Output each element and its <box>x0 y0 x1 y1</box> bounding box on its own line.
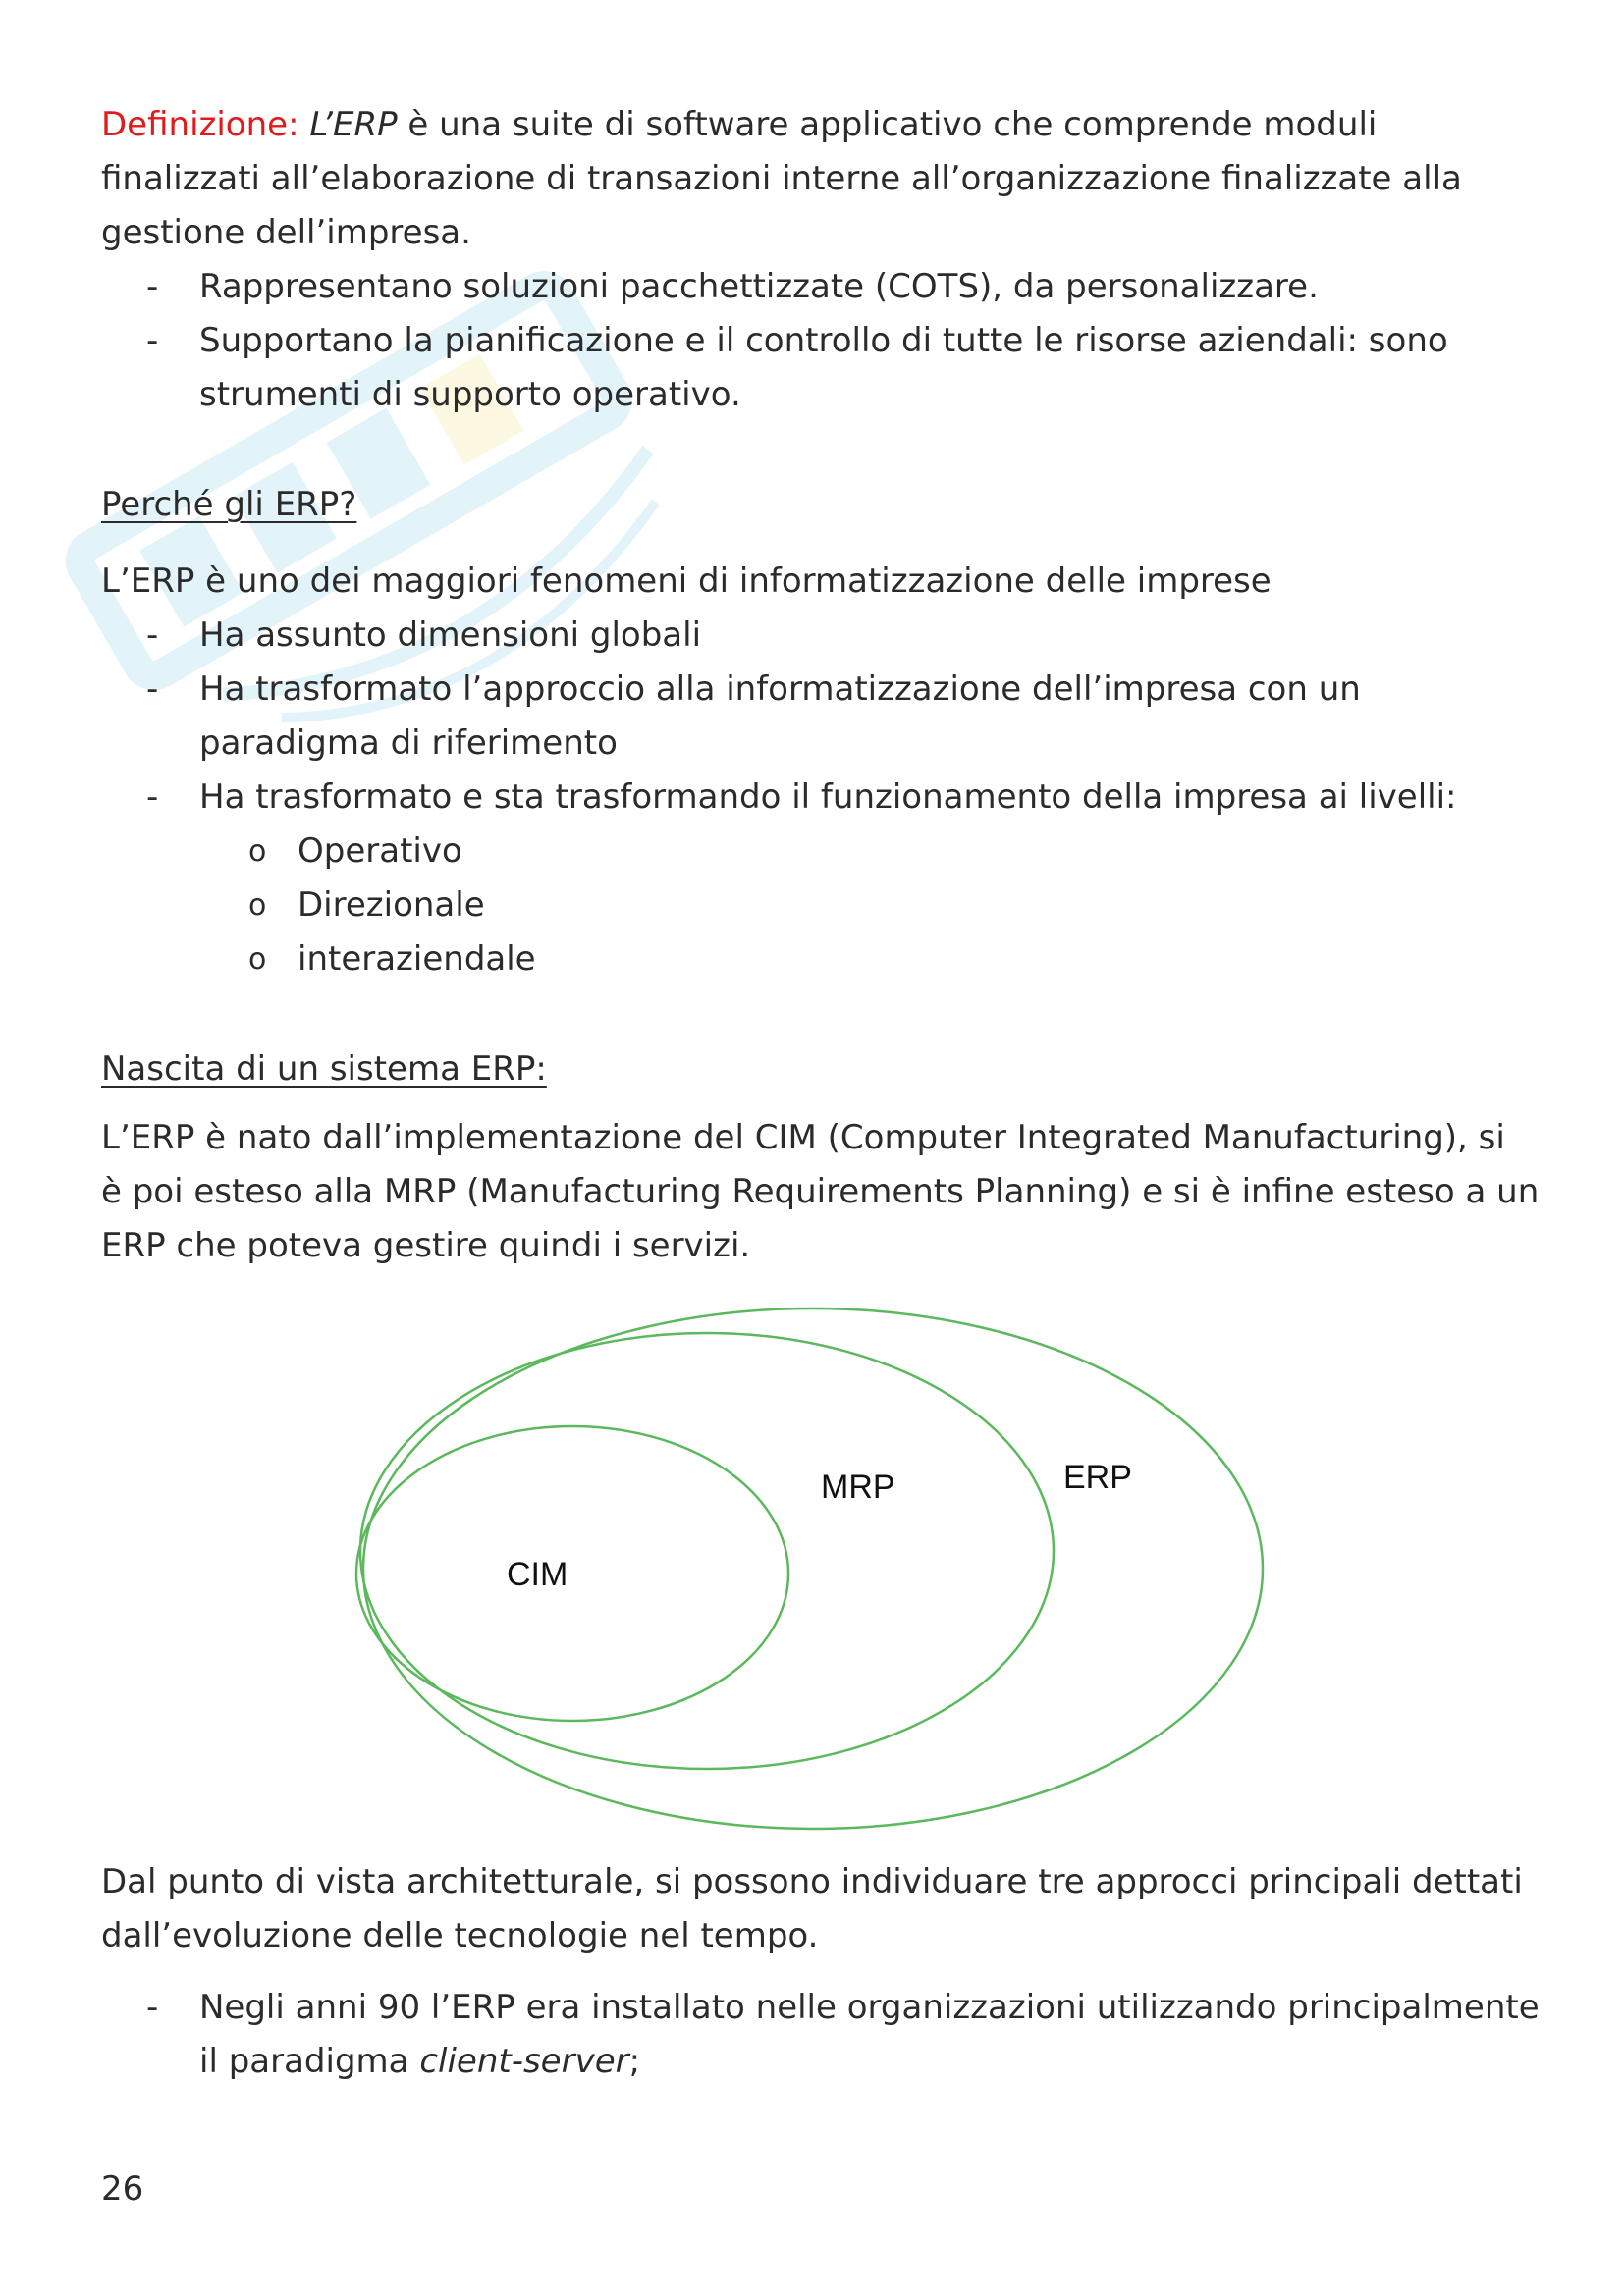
level-text: Operativo <box>298 831 462 871</box>
definition-bullet-continuation: strumenti di supporto operativo. <box>199 375 741 414</box>
why-bullet-text: Ha assunto dimensioni globali <box>199 615 702 655</box>
why-heading: Perché gli ERP? <box>101 485 357 524</box>
birth-heading: Nascita di un sistema ERP: <box>101 1049 547 1089</box>
level-item <box>101 825 1535 879</box>
definition-bullet <box>101 260 1535 314</box>
definition-term: L’ERP <box>309 105 398 144</box>
birth-paragraph-line: è poi esteso alla MRP (Manufacturing Requirements Planning) e si è infine esteso a un <box>101 1172 1540 1211</box>
definition-line-3: gestione dell’impresa. <box>101 213 471 252</box>
why-intro: L’ERP è uno dei maggiori fenomeni di informatizzazione delle imprese <box>101 561 1272 601</box>
bullet-dash: - <box>146 669 159 709</box>
definition-bullet-text: Supportano la pianificazione e il controllo di tutte le risorse aziendali: sono <box>199 321 1448 360</box>
mrp-label: MRP <box>821 1468 895 1506</box>
birth-paragraph-line: ERP che poteva gestire quindi i servizi. <box>101 1226 751 1265</box>
why-bullet-text: Ha trasformato l’approccio alla informatizzazione dell’impresa con un <box>199 669 1361 709</box>
architecture-bullet-continuation: il paradigma client-server; <box>199 2042 641 2081</box>
definition-line-1 <box>101 98 1535 152</box>
why-bullet <box>101 609 1535 663</box>
definition-text: è una suite di software applicativo che comprende moduli <box>397 105 1378 144</box>
sub-bullet-marker: o <box>248 942 267 977</box>
cim-ellipse <box>356 1426 788 1721</box>
bullet-dash: - <box>146 777 159 817</box>
level-text: interaziendale <box>298 939 536 979</box>
sub-bullet-marker: o <box>248 834 267 869</box>
bullet-dash: - <box>146 1988 159 2027</box>
page-number: 26 <box>101 2169 144 2209</box>
definition-line-2: finalizzati all’elaborazione di transazioni interne all’organizzazione finalizzate alla <box>101 159 1462 198</box>
cim-label: CIM <box>507 1556 568 1593</box>
definition-label: Definizione: <box>101 105 299 144</box>
why-bullet-continuation: paradigma di riferimento <box>199 723 618 763</box>
erp-label: ERP <box>1063 1459 1132 1496</box>
definition-bullet <box>101 314 1535 368</box>
architecture-bullet <box>101 1981 1540 2035</box>
document-body <box>101 98 1540 1273</box>
why-bullet <box>101 771 1535 825</box>
birth-paragraph-line: L’ERP è nato dall’implementazione del CIM (Computer Integrated Manufacturing), si <box>101 1118 1505 1157</box>
architecture-line: Dal punto di vista architetturale, si possono individuare tre approcci principali dettati <box>101 1862 1523 1901</box>
client-server-term: client-server <box>419 2042 629 2081</box>
bullet-dash: - <box>146 267 159 306</box>
why-bullet <box>101 663 1535 717</box>
architecture-section <box>101 1855 1540 2089</box>
architecture-line: dall’evoluzione delle tecnologie nel tempo. <box>101 1916 819 1955</box>
architecture-bullet-text: Negli anni 90 l’ERP era installato nelle organizzazioni utilizzando principalmente <box>199 1988 1540 2027</box>
erp-ellipse <box>363 1308 1263 1829</box>
level-item <box>101 879 1535 933</box>
definition-bullet-text: Rappresentano soluzioni pacchettizzate (COTS), da personalizzare. <box>199 267 1319 306</box>
sub-bullet-marker: o <box>248 888 267 923</box>
erp-nested-diagram <box>344 1296 1296 1845</box>
mrp-ellipse <box>360 1333 1054 1769</box>
level-item <box>101 933 1535 987</box>
diagram-svg <box>344 1296 1296 1845</box>
why-bullet-text: Ha trasformato e sta trasformando il funzionamento della impresa ai livelli: <box>199 777 1457 817</box>
bullet-dash: - <box>146 321 159 360</box>
level-text: Direzionale <box>298 885 485 925</box>
bullet-dash: - <box>146 615 159 655</box>
